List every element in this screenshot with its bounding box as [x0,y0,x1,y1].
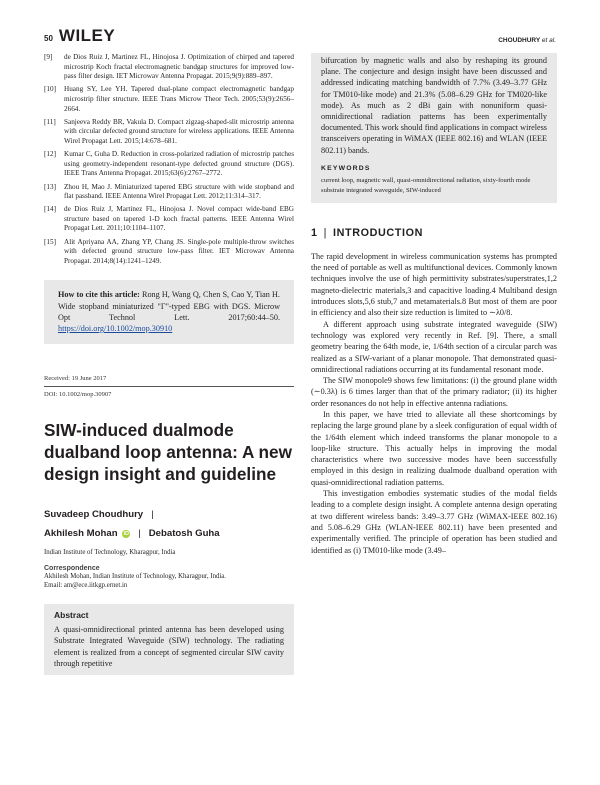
reference-item [44,85,294,114]
reference-text: Huang SY, Lee YH. Tapered dual-plane compact electromagnetic bandgap microstrip filter structure. IEEE Trans Microw Theor Tech. 2005;53(9):2656–2664. [64,85,294,113]
section-number: 1 [311,226,318,239]
affiliation: Indian Institute of Technology, Kharagpur, India [44,549,176,557]
reference-text: Kumar C, Guha D. Reduction in cross-polarized radiation of microstrip patches using geometry-independent resonant-type defected ground structure (DGS). IEEE Trans Antenna Propagat. 2015;63(6):2767–2772. [64,150,294,178]
intro-paragraph: The rapid development in wireless communication systems has prompted the need of portable as well as multifunctional devices. Commonly known techniques involve the use of high permittivity substrates/superstrates,1,2 magneto-dielectric materials,3 and capacitive loading.4 Multiband design introduces slots,5,6 stub,7 and metamaterials.8 But most of them are poor in efficiency and also their size reduction is limited to ∼λ0/8. [311,251,557,318]
cite-text: Rong H, Wang Q, Chen S, Cao Y, Tian H. Wide stopband miniaturized "Γ"-typed EBG with DGS. Microw Opt Technol Lett. 2017;60:44–50. [58,290,280,322]
author-line-2 [44,524,294,543]
abstract-text-part1: A quasi-omnidirectional printed antenna has been developed using Substrate Integrated Waveguide (SIW) technology. The radiating element is realized from a concept of segmented circular SIW cavity through repetitive [54,625,284,668]
article-doi: DOI: 10.1002/mop.30907 [44,391,112,399]
reference-number: [10] [44,85,56,94]
reference-item [44,205,294,234]
author-separator: | [151,509,154,521]
reference-text: Zhou H, Mao J. Miniaturized tapered EBG structure with wide stopband and flat passband. IEEE Antenna Wirel Propagat Lett. 2012;11:314–317. [64,182,294,201]
wiley-logo: WILEY [58,26,116,45]
abstract-heading: Abstract [54,610,89,621]
correspondence-heading: Correspondence [44,565,100,573]
abstract-box [44,604,294,675]
reference-item [44,150,294,179]
reference-item [44,238,294,267]
section-bar: | [323,226,328,239]
reference-item [44,183,294,202]
reference-number: [12] [44,150,56,159]
reference-list [44,53,294,266]
author-name[interactable]: Akhilesh Mohan [44,528,118,540]
abstract-text-part2: bifurcation by magnetic walls and also by reshaping its ground plane. The conjecture and design insight have been discussed and addressed indicating matching bandwidth of 7.7% (3.49–3.77 GHz for TM010-like mode) and 21.3% (5.08–6.29 GHz for TM020-like mode). As much as 2 dBi gain with nonuniform quasi-omnidirectional radiation patterns has been experimentally documented. This work should find applications in compact wireless transceivers operating in WiMAX (IEEE 802.16) and WLAN (IEEE 802.11) bands. [321,56,547,155]
intro-paragraph: In this paper, we have tried to alleviate all these shortcomings by replacing the large ground plane by a sleek configuration of equal width of the 1/64th element which indeed transforms the planar monopole to a loop-like structure. This actually helps in improving the modal characteristics where two successive modes have been successfully employed in this design in realizing dualmode dualband operation with quasi-omnidirectional radiation patterns. [311,409,557,487]
section-title: INTRODUCTION [333,226,423,239]
author-name[interactable]: Debatosh Guha [148,528,220,540]
reference-item [44,53,294,82]
cite-label: How to cite this article: [58,290,140,300]
article-title: SIW-induced dualmode dualband loop antenna: A new design insight and guideline [44,420,292,485]
running-head-author: CHOUDHURY [498,37,541,44]
page-header [44,22,556,46]
reference-number: [14] [44,205,56,214]
intro-paragraph: This investigation embodies systematic studies of the modal fields leading to a complete design insight. A complete antenna design operating at two different wireless bands: 3.49–3.77 GHz (WiMAX-IEEE 802.16) and 5.08–6.29 GHz (WLAN-IEEE 802.11) have been presented and experimentally verified. The principle of operation has been studied and identified as (i) TM010-like mode (3.49– [311,489,557,555]
header-left [44,26,115,46]
abstract-continued [311,53,557,203]
intro-paragraph: A different approach using substrate integrated waveguide (SIW) technology was explored very recently in Ref. [9]. There, a small geometry bearing the 64th mode, ie, 1/64th section of a circular parch was realized as a SIW-variant of a planar monopole. That demonstrated quasi-omnidirectional radiations occurring at its fundamental resonant mode. [311,319,557,374]
left-column [44,53,294,675]
cite-doi-link[interactable]: https://doi.org/10.1002/mop.30910 [58,324,173,334]
reference-text: Alit Apriyana AA, Zhang YP, Chang JS. Single-pole multiple-throw switches with defected ground structure low-pass filter. IET Microwav Antenna Propagat. 2014;8(14):1241–1249. [64,237,294,265]
reference-text: de Dios Ruiz J, Martinez FL, Hinojosa J. Optimization of chirped and tapered microstrip Koch fractal electromagnetic bandgap structures for improved low-pass filter design. IET Microwav Antenna Propagat. 2015;9(9):889–897. [64,53,294,81]
received-date: Received: 19 June 2017 [44,375,107,383]
author-line-1 [44,505,294,524]
reference-number: [11] [44,117,56,126]
page-number: 50 [44,34,53,43]
section-heading [311,227,557,239]
running-head-etal: et al. [541,37,556,44]
correspondence-email[interactable]: Email: am@ece.iitkgp.ernet.in [44,582,128,590]
intro-paragraph: The SIW monopole9 shows few limitations: (i) the ground plane width (∼0.3λ) is 6 times larger than that of the primary radiator; (ii) its higher order resonances do not help in effective antenna radiations. [311,376,557,408]
divider [44,386,294,387]
author-name[interactable]: Suvadeep Choudhury [44,509,144,521]
reference-number: [9] [44,53,53,61]
correspondence-name: Akhilesh Mohan, Indian Institute of Technology, Kharagpur, India. [44,573,226,581]
keywords-heading: KEYWORDS [321,164,371,172]
reference-text: de Dios Ruiz J, Martinez FL, Hinojosa J. Novel compact wide-band EBG structure based on tapered 1-D koch fractal patterns. IEEE Antenna Wirel Propagat Lett. 2011;10:1104–1107. [64,205,294,233]
reference-number: [15] [44,237,56,246]
reference-item [44,118,294,147]
how-to-cite-box [44,280,294,344]
author-list [44,505,294,543]
reference-number: [13] [44,182,56,191]
orcid-icon[interactable]: iD [123,531,129,538]
right-column [311,53,557,556]
running-head [498,37,556,44]
keywords-text: current loop, magnetic wall, quasi-omnidirectional radiation, sixty-fourth mode substrate integrated waveguide, SIW-induced [321,176,531,195]
reference-text: Sanjeeva Reddy BR, Vakula D. Compact zigzag-shaped-slit microstrip antenna with circular defected ground structure for wireless applications. IEEE Antenna Wirel Propagat Lett. 2015;14:678–681. [64,117,294,145]
author-separator: | [138,528,141,540]
